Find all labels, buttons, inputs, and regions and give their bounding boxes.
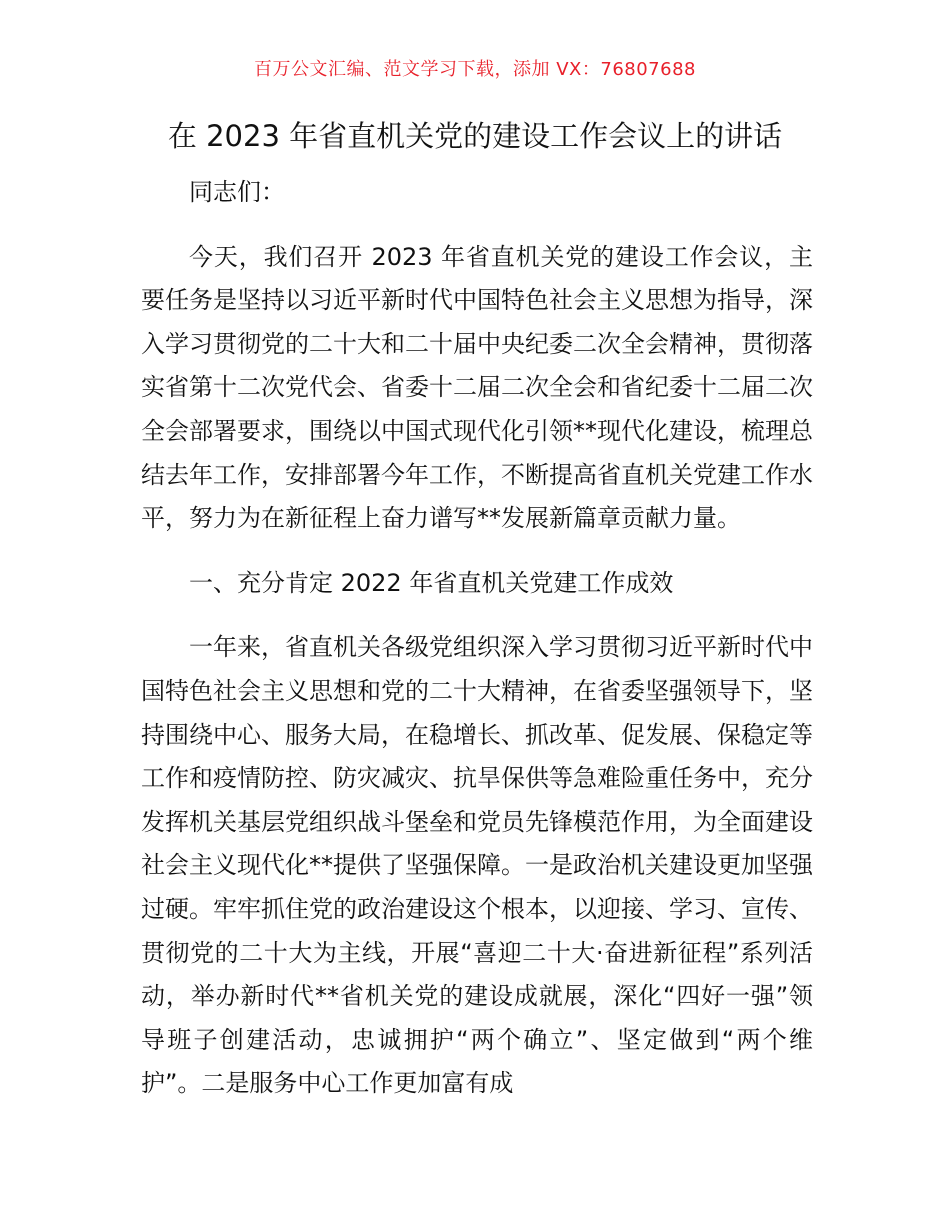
section-heading: 一、充分肯定 2022 年省直机关党建工作成效 [189, 568, 674, 597]
header-watermark: 百万公文汇编、范文学习下载，添加 VX：76807688 [254, 59, 696, 80]
document-title: 在 2023 年省直机关党的建设工作会议上的讲话 [167, 119, 783, 153]
intro-paragraph: 今天，我们召开 2023 年省直机关党的建设工作会议，主要任务是坚持以习近平新时代中国特色社会主义思想为指导，深入学习贯彻党的二十大和二十届中央纪委二次全会精神，贯彻落实省第十二次党代会、省委十二届二次全会和省纪委十二届二次全会部署要求，围绕以中国式现代化引领**现代化建设，梳理总结去年工作，安排部署今年工作，不断提高省直机关党建工作水平，努力为在新征程上奋力谱写**发展新篇章贡献力量。 [141, 242, 813, 533]
salutation: 同志们： [189, 178, 285, 206]
section-paragraph: 一年来，省直机关各级党组织深入学习贯彻习近平新时代中国特色社会主义思想和党的二十大精神，在省委坚强领导下，坚持围绕中心、服务大局，在稳增长、抓改革、促发展、保稳定等工作和疫情防控、防灾减灾、抗旱保供等急难险重任务中，充分发挥机关基层党组织战斗堡垒和党员先锋模范作用，为全面建设社会主义现代化**提供了坚强保障。一是政治机关建设更加坚强过硬。牢牢抓住党的政治建设这个根本，以迎接、学习、宣传、贯彻党的二十大为主线，开展“喜迎二十大·奋进新征程”系列活动，举办新时代**省机关党的建设成就展，深化“四好一强”领导班子创建活动，忠诚拥护“两个确立”、坚定做到“两个维护”。二是服务中心工作更加富有成 [141, 633, 813, 1098]
document-body [141, 171, 813, 1127]
